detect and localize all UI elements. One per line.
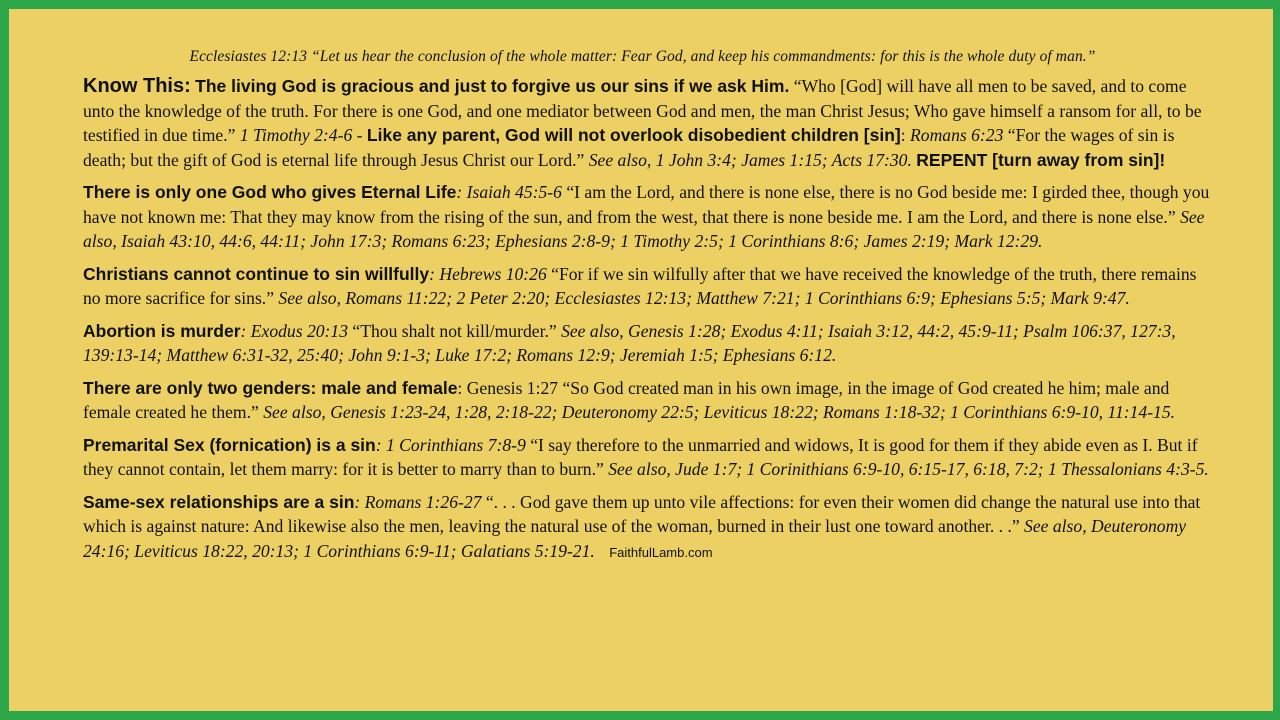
site-link[interactable]: FaithfulLamb.com <box>609 544 713 560</box>
see-also: See also, <box>588 149 652 170</box>
see-also: See also, <box>83 206 1205 251</box>
lead: Abortion is murder <box>83 320 241 341</box>
para-abortion <box>83 319 1210 368</box>
ref: : Exodus 20:13 <box>240 320 349 341</box>
header-verse: Ecclesiastes 12:13 “Let us hear the conclusion of the whole matter: Fear God, and keep his commandments: for this is the whole duty of man.” <box>189 48 1096 65</box>
para-christians <box>83 262 1210 311</box>
ref: : Isaiah 45:5-6 <box>456 182 562 202</box>
refs: Deuteronomy 24:16; Leviticus 18:22, 20:13; 1 Corinthians 6:9-11; Galatians 5:19-21. <box>83 516 1187 561</box>
text-1: “Who [God] will have all men to be saved, and to come unto the knowledge of the truth. For there is one God, and one mediator between God and men, the man Christ Jesus; Who gave himself a ransom for all, to be testified in due time.” <box>83 76 1202 145</box>
refs: Genesis 1:23-24, 1:28, 2:18-22; Deuteronomy 22:5; Leviticus 18:22; Romans 1:18-32; 1 Corinthians 6:9-10, 11:14-15. <box>330 402 1176 422</box>
para-premarital <box>83 433 1210 482</box>
para-know-this <box>83 74 1210 172</box>
see-also: See also, <box>608 459 671 479</box>
see-also: See also, <box>278 288 341 308</box>
refs: Romans 11:22; 2 Peter 2:20; Ecclesiastes 12:13; Matthew 7:21; 1 Corinthians 6:9; Ephesians 5:5; Mark 9:47. <box>345 288 1130 308</box>
ref-1: 1 Timothy 2:4-6 <box>239 125 353 145</box>
text: “I am the Lord, and there is none else, there is no God beside me: I girded thee, though you have not known me: That they may know from the rising of the sun, and from the west, that there is none beside me. I am the Lord, and there is none else.” <box>83 182 1210 227</box>
ref: : Genesis 1:27 <box>457 377 559 398</box>
text: “Thou shalt not kill/murder.” <box>352 320 557 341</box>
text-2: “For the wages of sin is death; but the gift of God is eternal life through Jesus Christ our Lord.” <box>83 125 1175 170</box>
text: “For if we sin wilfully after that we have received the knowledge of the truth, there remains no more sacrifice for sins.” <box>83 263 1197 308</box>
see-also: See also, <box>263 402 326 422</box>
colon: : <box>900 125 906 145</box>
para-same-sex <box>83 490 1210 566</box>
refs: Isaiah 43:10, 44:6, 44:11; John 17:3; Romans 6:23; Ephesians 2:8-9; 1 Timothy 2:5; 1 Corinthians 8:6; James 2:19; Mark 12:29. <box>121 231 1043 251</box>
lead: Premarital Sex (fornication) is a sin <box>83 434 376 455</box>
text: “. . . God gave them up unto vile affections: for even their women did change the natural use into that which is against nature: And likewise also the men, leaving the natural use of the woman, burned in their lust one toward another. . .” <box>83 491 1201 536</box>
refs: 1 John 3:4; James 1:15; Acts 17:30. <box>655 149 912 170</box>
ref: : Romans 1:26-27 <box>354 491 482 512</box>
lead: Christians cannot continue to sin willfully <box>83 263 430 284</box>
lead: Same-sex relationships are a sin <box>83 491 355 512</box>
see-also: See also, <box>561 320 624 341</box>
para-genders <box>83 376 1210 425</box>
bold-2: Like any parent, God will not overlook disobedient children [sin] <box>366 125 901 145</box>
ref: : 1 Corinthians 7:8-9 <box>375 434 526 455</box>
lead: There is only one God who gives Eternal Life <box>83 182 457 202</box>
ref-2: Romans 6:23 <box>910 125 1004 145</box>
see-also: See also, <box>1024 516 1087 536</box>
dash: - <box>356 125 363 145</box>
content <box>75 45 1210 573</box>
text: “So God created man in his own image, in the image of God created he him; male and female created he them.” <box>83 377 1170 422</box>
refs: Jude 1:7; 1 Corinithians 6:9-10, 6:15-17, 6:18, 7:2; 1 Thessalonians 4:3-5. <box>675 459 1209 479</box>
bold-1: The living God is gracious and just to forgive us our sins if we ask Him. <box>195 76 790 96</box>
ref: : Hebrews 10:26 <box>429 263 547 284</box>
refs: Genesis 1:28; Exodus 4:11; Isaiah 3:12, 44:2, 45:9-11; Psalm 106:37, 127:3, 139:13-14; Matthew 6:31-32, 25:40; John 9:1-3; Luke 17:2; Romans 12:9; Jeremiah 1:5; Ephesians 6:12. <box>83 320 1176 365</box>
lead: Know This: <box>83 75 191 97</box>
lead: There are only two genders: male and female <box>83 377 458 398</box>
bold-3: REPENT [turn away from sin]! <box>916 149 1166 170</box>
text: “I say therefore to the unmarried and widows, It is good for them if they abide even as I. But if they cannot contain, let them marry: for it is better to marry than to burn.” <box>83 434 1198 479</box>
para-one-god <box>83 180 1210 254</box>
